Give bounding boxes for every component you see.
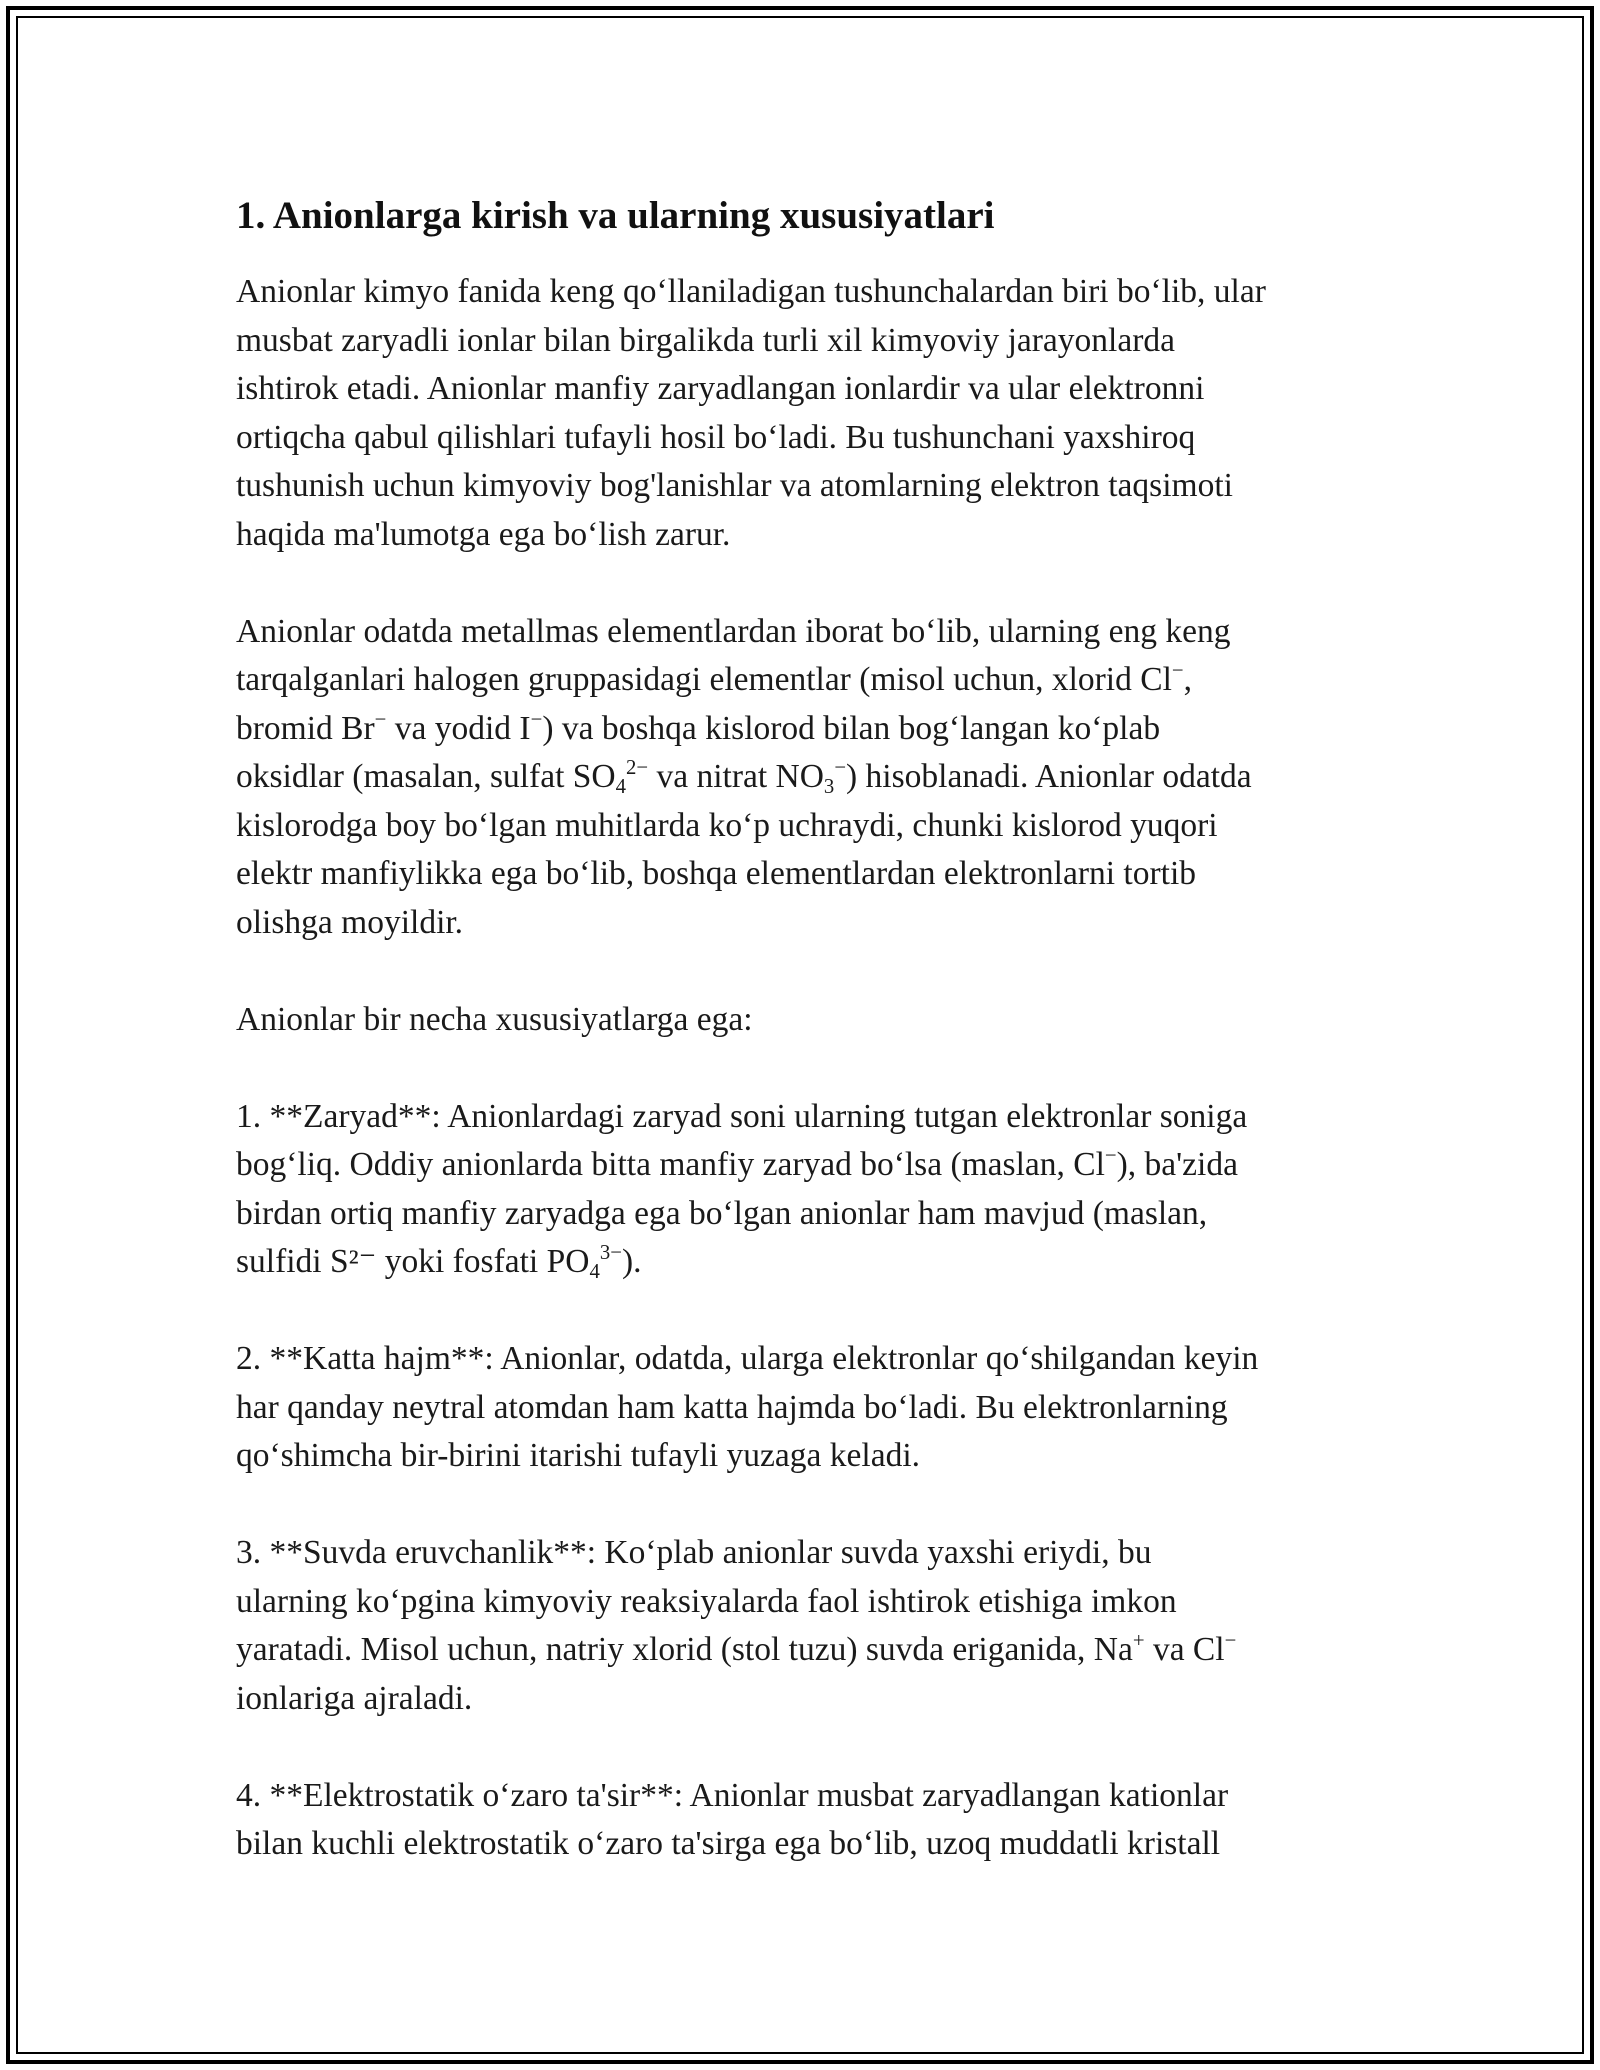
text-line: 4. **Elektrostatik o‘zaro ta'sir**: Anionlar musbat zaryadlangan kationlar <box>236 1776 1229 1814</box>
charge-superscript: − <box>1171 659 1184 683</box>
text-line: musbat zaryadli ionlar bilan birgalikda turli xil kimyoviy jarayonlarda <box>236 321 1175 359</box>
charge-superscript: − <box>1104 1144 1117 1168</box>
paragraph-intro <box>236 268 1376 559</box>
list-item-electrostatic <box>236 1772 1376 1869</box>
text-line: qo‘shimcha bir-birini itarishi tufayli yuzaga keladi. <box>236 1437 921 1474</box>
text-line: sulfidi S²⁻ yoki fosfati $PO_4^{3-}$). <box>236 1241 642 1283</box>
text-line: birdan ortiq manfiy zaryadga ega bo‘lgan anionlar ham mavjud (maslan, <box>236 1194 1208 1232</box>
text-line: Anionlar bir necha xususiyatlarga ega: <box>236 1000 753 1038</box>
text-line: 3. **Suvda eruvchanlik**: Ko‘plab anionlar suvda yaxshi eriydi, bu <box>236 1534 1152 1571</box>
section-heading: 1. Anionlarga kirish va ularning xususiyatlari <box>236 194 995 237</box>
text-line: 2. **Katta hajm**: Anionlar, odatda, ularga elektronlar qo‘shilgandan keyin <box>236 1340 1259 1377</box>
text-line: har qanday neytral atomdan ham katta hajmda bo‘ladi. Bu elektronlarning <box>236 1388 1228 1426</box>
list-item-solubility <box>236 1529 1376 1723</box>
text-line: ionlariga ajraladi. <box>236 1679 473 1717</box>
text-line: tushunish uchun kimyoviy bog'lanishlar va atomlarning elektron taqsimoti <box>236 467 1233 504</box>
paragraph-examples <box>236 608 1376 948</box>
list-item-charge <box>236 1093 1376 1287</box>
charge-superscript: − <box>530 707 543 731</box>
formula-subscript: 4 <box>615 774 626 798</box>
text-line: 1. **Zaryad**: Anionlardagi zaryad soni ularning tutgan elektronlar soniga <box>236 1097 1248 1135</box>
text-line: bog‘liq. Oddiy anionlarda bitta manfiy zaryad bo‘lsa (maslan, Cl−), ba'zida <box>236 1144 1238 1183</box>
charge-superscript: − <box>1224 1629 1237 1653</box>
text-line: oksidlar (masalan, sulfat $SO_4^{2-}$ va nitrat $NO_3^-$) hisoblanadi. Anionlar odatda <box>236 756 1252 798</box>
text-line: yaratadi. Misol uchun, natriy xlorid (stol tuzu) suvda eriganida, Na+ va Cl− <box>236 1629 1237 1668</box>
text-line: kislorodga boy bo‘lgan muhitlarda ko‘p uchraydi, chunki kislorod yuqori <box>236 806 1218 844</box>
charge-superscript: − <box>374 707 387 731</box>
text-line: Anionlar odatda metallmas elementlardan iborat bo‘lib, ularning eng keng <box>236 612 1231 650</box>
text-line: tarqalganlari halogen gruppasidagi elementlar (misol uchun, xlorid Cl−, <box>236 659 1192 698</box>
formula-subscript: 4 <box>589 1259 600 1283</box>
charge-superscript: − <box>834 756 847 780</box>
text-line: elektr manfiylikka ega bo‘lib, boshqa elementlardan elektronlarni tortib <box>236 855 1197 892</box>
text-line: bilan kuchli elektrostatik o‘zaro ta'sirga ega bo‘lib, uzoq muddatli kristall <box>236 1825 1221 1862</box>
text-line: olishga moyildir. <box>236 903 464 941</box>
text-line: Anionlar kimyo fanida keng qo‘llaniladigan tushunchalardan biri bo‘lib, ular <box>236 273 1266 310</box>
charge-superscript: 3− <box>599 1241 622 1265</box>
formula-subscript: 3 <box>823 774 835 798</box>
text-line: haqida ma'lumotga ega bo‘lish zarur. <box>236 515 731 553</box>
document-body <box>236 188 1376 1917</box>
text-line: bromid Br− va yodid I−) va boshqa kislorod bilan bog‘langan ko‘plab <box>236 707 1161 747</box>
text-line: ortiqcha qabul qilishlari tufayli hosil bo‘ladi. Bu tushunchani yaxshiroq <box>236 418 1196 456</box>
text-line: ularning ko‘pgina kimyoviy reaksiyalarda faol ishtirok etishiga imkon <box>236 1582 1177 1620</box>
list-item-volume <box>236 1335 1376 1481</box>
paragraph-list-intro <box>236 996 1376 1045</box>
text-line: ishtirok etadi. Anionlar manfiy zaryadlangan ionlardir va ular elektronni <box>236 370 1205 407</box>
charge-superscript: + <box>1132 1629 1145 1653</box>
charge-superscript: 2− <box>625 756 649 780</box>
